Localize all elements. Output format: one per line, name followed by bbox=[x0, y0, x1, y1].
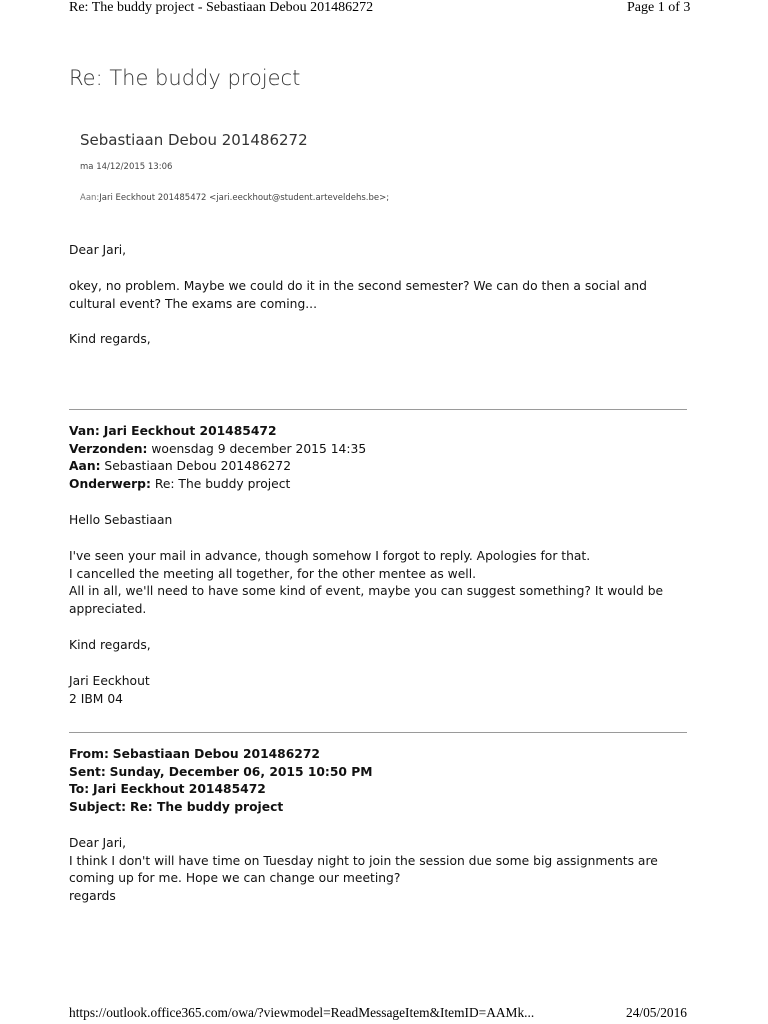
recipient-line bbox=[80, 193, 389, 203]
body-line: okey, no problem. Maybe we could do it in the second semester? We can do then a social and bbox=[69, 279, 647, 293]
message-subject: Re: The buddy project bbox=[69, 66, 301, 90]
signature-class: 2 IBM 04 bbox=[69, 691, 123, 706]
quoted-sent-line: Verzonden: woensdag 9 december 2015 14:35 bbox=[69, 441, 367, 456]
quoted-header-1 bbox=[69, 423, 366, 494]
print-header-page-number: Page 1 of 3 bbox=[627, 0, 691, 15]
quoted-body-1-signature bbox=[69, 673, 150, 708]
quoted-body-1-greeting bbox=[69, 512, 172, 530]
quoted-subject-line: Subject: Re: The buddy project bbox=[69, 800, 284, 815]
quoted-body-1 bbox=[69, 548, 663, 619]
signature-name: Jari Eeckhout bbox=[69, 674, 150, 688]
body-line: I've seen your mail in advance, though somehow I forgot to reply. Apologies for that. bbox=[69, 549, 591, 563]
body-line: I cancelled the meeting all together, for the other mentee as well. bbox=[69, 566, 477, 581]
quoted-to-line: To: Jari Eeckhout 201485472 bbox=[69, 782, 266, 797]
quoted-subject-line: Onderwerp: Re: The buddy project bbox=[69, 477, 291, 492]
message-body-paragraph bbox=[69, 278, 647, 313]
quote-divider bbox=[69, 409, 687, 410]
body-greeting: Hello Sebastiaan bbox=[69, 513, 173, 527]
body-line: I think I don't will have time on Tuesday night to join the session due some big assignments are bbox=[69, 853, 658, 868]
quoted-sent-line: Sent: Sunday, December 06, 2015 10:50 PM bbox=[69, 764, 373, 779]
quoted-body-1-closing bbox=[69, 637, 151, 655]
print-footer-url: https://outlook.office365.com/owa/?viewmodel=ReadMessageItem&ItemID=AAMk... bbox=[69, 1005, 535, 1020]
message-body-closing-wrap bbox=[69, 331, 151, 349]
body-closing: Kind regards, bbox=[69, 638, 151, 652]
quote-divider bbox=[69, 732, 687, 733]
quoted-header-2 bbox=[69, 746, 373, 817]
body-greeting: Dear Jari, bbox=[69, 243, 127, 257]
message-datetime: ma 14/12/2015 13:06 bbox=[80, 162, 173, 172]
sender-name[interactable]: Sebastiaan Debou 201486272 bbox=[80, 131, 308, 149]
body-line: regards bbox=[69, 889, 116, 904]
quoted-body-2 bbox=[69, 835, 658, 906]
recipient-value[interactable]: Jari Eeckhout 201485472 <jari.eeckhout@student.arteveldehs.be>; bbox=[99, 193, 390, 203]
recipient-label: Aan: bbox=[80, 193, 100, 203]
quoted-from-line: From: Sebastiaan Debou 201486272 bbox=[69, 747, 320, 761]
body-line: cultural event? The exams are coming... bbox=[69, 296, 317, 311]
body-line: coming up for me. Hope we can change our meeting? bbox=[69, 871, 401, 886]
quoted-to-line: Aan: Sebastiaan Debou 201486272 bbox=[69, 459, 292, 474]
body-greeting: Dear Jari, bbox=[69, 836, 127, 850]
body-line: appreciated. bbox=[69, 602, 147, 617]
body-line: All in all, we'll need to have some kind of event, maybe you can suggest something? It would be bbox=[69, 584, 664, 599]
quoted-from-line: Van: Jari Eeckhout 201485472 bbox=[69, 424, 277, 438]
message-body bbox=[69, 242, 126, 260]
print-footer-date: 24/05/2016 bbox=[626, 1005, 688, 1020]
body-closing: Kind regards, bbox=[69, 332, 151, 346]
print-header-title: Re: The buddy project - Sebastiaan Debou 201486272 bbox=[69, 0, 374, 15]
